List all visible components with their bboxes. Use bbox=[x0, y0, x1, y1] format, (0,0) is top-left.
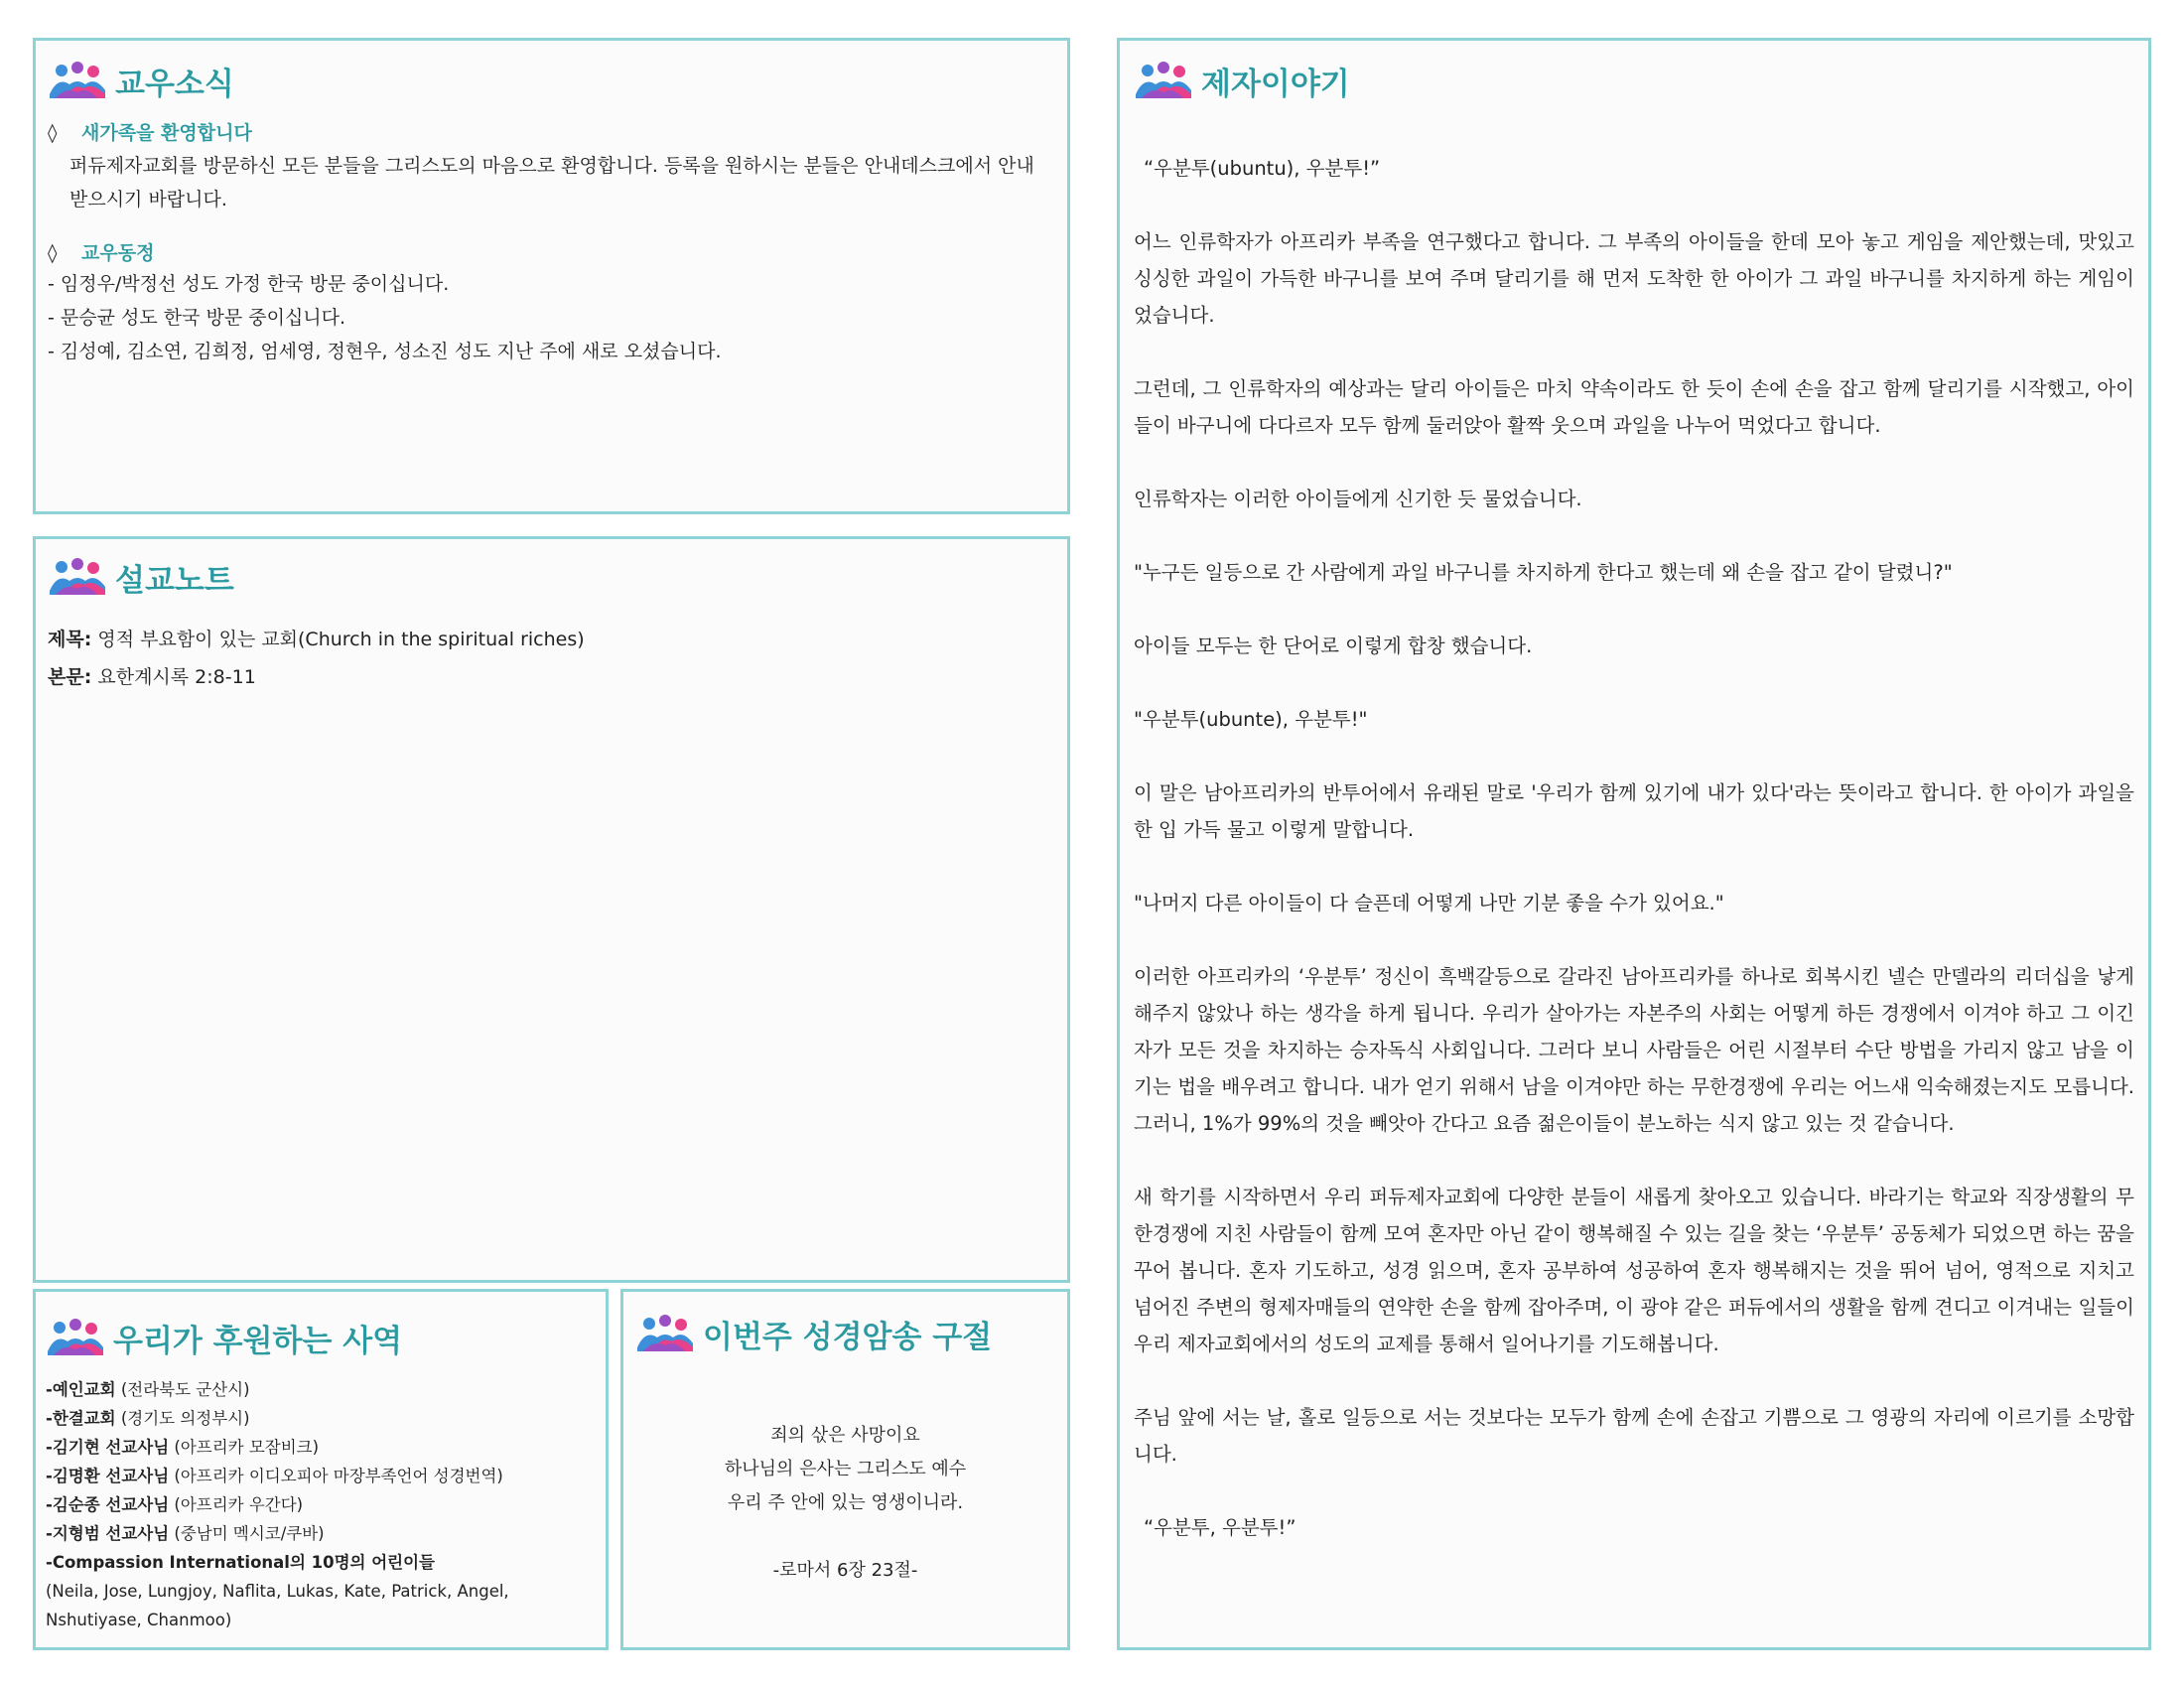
list-item: -Compassion International의 10명의 어린이들 bbox=[46, 1553, 435, 1572]
welcome-heading: 새가족을 환영합니다 bbox=[81, 122, 252, 144]
memory-verse-text: 죄의 삯은 사망이요 하나님의 은사는 그리스도 예수 우리 주 안에 있는 영생이니라. -로마서 6장 23절- bbox=[635, 1419, 1055, 1588]
story-paragraph: 어느 인류학자가 아프리카 부족을 연구했다고 합니다. 그 부족의 아이들을 한데 모아 놓고 게임을 제안했는데, 맛있고 싱싱한 과일이 가득한 바구니를 보여 주며 달리기를 해 먼저 도착한 한 아이가 그 과일 바구니를 차지하게 하는 게임이었습니다. bbox=[1134, 230, 2134, 327]
members-heading: 교우동정 bbox=[81, 242, 155, 264]
members-section bbox=[48, 238, 1055, 368]
sermon-subject: 제목: 영적 부요함이 있는 교회(Church in the spiritual riches) bbox=[48, 629, 585, 650]
story-body bbox=[1134, 150, 2134, 1546]
list-item: -지형범 선교사님 (중남미 멕시코/쿠바) bbox=[46, 1524, 325, 1543]
church-logo-icon bbox=[48, 61, 107, 100]
list-item: -김순종 선교사님 (아프리카 우간다) bbox=[46, 1495, 304, 1514]
story-box bbox=[1117, 38, 2151, 1650]
story-paragraph: "나머지 다른 아이들이 다 슬픈데 어떻게 나만 기분 좋을 수가 있어요." bbox=[1134, 892, 1724, 914]
story-paragraph: “우분투(ubuntu), 우분투!” bbox=[1144, 157, 1381, 180]
sermon-box bbox=[33, 536, 1070, 1283]
list-item: -한결교회 (경기도 의정부시) bbox=[46, 1409, 250, 1428]
story-paragraph: 새 학기를 시작하면서 우리 퍼듀제자교회에 다양한 분들이 새롭게 찾아오고 있습니다. 바라기는 학교와 직장생활의 무한경쟁에 지친 사람들이 함께 모여 혼자만 아닌 같이 행복해질 수 있는 길을 찾는 ‘우분투’ 공동체가 되었으면 하는 꿈을 꾸어 봅니다. 혼자 기도하고, 성경 읽으며, 혼자 공부하여 성공하여 혼자 행복해지는 것을 뛰어 넘어, 영적으로 지치고 넘어진 주변의 형제자매들의 연약한 손을 함께 잡아주며, 이 광야 같은 퍼듀에서의 생활을 함께 견디고 이겨내는 일들이 우리 제자교회에서의 성도의 교제를 통해서 일어나기를 기도해봅니다. bbox=[1134, 1186, 2134, 1355]
story-paragraph: 주님 앞에 서는 날, 홀로 일등으로 서는 것보다는 모두가 함께 손에 손잡고 기쁨으로 그 영광의 자리에 이르기를 소망합니다. bbox=[1134, 1406, 2134, 1466]
story-paragraph: "누구든 일등으로 간 사람에게 과일 바구니를 차지하게 한다고 했는데 왜 손을 잡고 같이 달렸니?" bbox=[1134, 561, 1953, 584]
welcome-section bbox=[48, 118, 1055, 216]
story-title: 제자이야기 bbox=[1134, 53, 2134, 108]
story-paragraph: "우분투(ubunte), 우분투!" bbox=[1134, 708, 1368, 731]
sermon-title: 설교노트 bbox=[48, 549, 1055, 605]
story-paragraph: 아이들 모두는 한 단어로 이렇게 합창 했습니다. bbox=[1134, 634, 1533, 657]
memory-verse-box bbox=[620, 1289, 1070, 1650]
welcome-text: 퍼듀제자교회를 방문하신 모든 분들을 그리스도의 마음으로 환영합니다. 등록을 원하시는 분들은 안내데스크에서 안내 받으시기 바랍니다. bbox=[69, 155, 1034, 211]
memory-verse-title: 이번주 성경암송 구절 bbox=[635, 1306, 1055, 1361]
compassion-children: (Neila, Jose, Lungjoy, Naflita, Lukas, Kate, Patrick, Angel, Nshutiyase, Chanmoo) bbox=[46, 1582, 509, 1629]
missions-box bbox=[33, 1289, 609, 1650]
diamond-bullet-icon: ◊ bbox=[48, 242, 58, 264]
news-title: 교우소식 bbox=[48, 53, 1055, 108]
sermon-scripture: 본문: 요한계시록 2:8-11 bbox=[48, 666, 256, 688]
church-logo-icon bbox=[48, 557, 107, 597]
church-logo-icon bbox=[1134, 61, 1193, 100]
list-item: - 김성예, 김소연, 김희정, 엄세영, 정현우, 성소진 성도 지난 주에 새로 오셨습니다. bbox=[48, 341, 722, 362]
diamond-bullet-icon: ◊ bbox=[48, 122, 58, 144]
list-item: -김기현 선교사님 (아프리카 모잠비크) bbox=[46, 1438, 320, 1457]
church-logo-icon bbox=[635, 1314, 695, 1353]
memory-verse-reference: -로마서 6장 23절- bbox=[772, 1560, 918, 1581]
list-item: - 임정우/박정선 성도 가정 한국 방문 중이십니다. bbox=[48, 273, 450, 295]
list-item: -김명환 선교사님 (아프리카 이디오피아 마장부족언어 성경번역) bbox=[46, 1467, 503, 1485]
story-paragraph: 인류학자는 이러한 아이들에게 신기한 듯 물었습니다. bbox=[1134, 488, 1582, 510]
news-box bbox=[33, 38, 1070, 514]
members-list bbox=[48, 267, 1055, 368]
story-paragraph: 이러한 아프리카의 ‘우분투’ 정신이 흑백갈등으로 갈라진 남아프리카를 하나로 회복시킨 넬슨 만델라의 리더십을 낳게 해주지 않았나 하는 생각을 하게 됩니다. 우리가 살아가는 자본주의 사회는 어떻게 하든 경쟁에서 이겨야 하고 그 이긴 자가 모든 것을 차지하는 승자독식 사회입니다. 그러다 보니 사람들은 어린 시절부터 수단 방법을 가리지 않고 남을 이기는 법을 배우려고 합니다. 내가 얻기 위해서 남을 이겨야만 하는 무한경쟁에 우리는 어느새 익숙해졌는지도 모릅니다. 그러니, 1%가 99%의 것을 빼앗아 간다고 요즘 젊은이들이 분노하는 식지 않고 있는 것 같습니다. bbox=[1134, 965, 2134, 1135]
missions-title: 우리가 후원하는 사역 bbox=[46, 1310, 596, 1365]
list-item: - 문승균 성도 한국 방문 중이십니다. bbox=[48, 307, 346, 329]
story-paragraph: 그런데, 그 인류학자의 예상과는 달리 아이들은 마치 약속이라도 한 듯이 손에 손을 잡고 함께 달리기를 시작했고, 아이들이 바구니에 다다르자 모두 함께 둘러앉아 활짝 웃으며 과일을 나누어 먹었다고 합니다. bbox=[1134, 377, 2134, 437]
missions-list bbox=[46, 1375, 596, 1634]
church-logo-icon bbox=[46, 1318, 105, 1357]
story-paragraph: “우분투, 우분투!” bbox=[1144, 1516, 1297, 1539]
story-paragraph: 이 말은 남아프리카의 반투어에서 유래된 말로 '우리가 함께 있기에 내가 있다'라는 뜻이라고 합니다. 한 아이가 과일을 한 입 가득 물고 이렇게 말합니다. bbox=[1134, 781, 2134, 841]
list-item: -예인교회 (전라북도 군산시) bbox=[46, 1380, 250, 1399]
